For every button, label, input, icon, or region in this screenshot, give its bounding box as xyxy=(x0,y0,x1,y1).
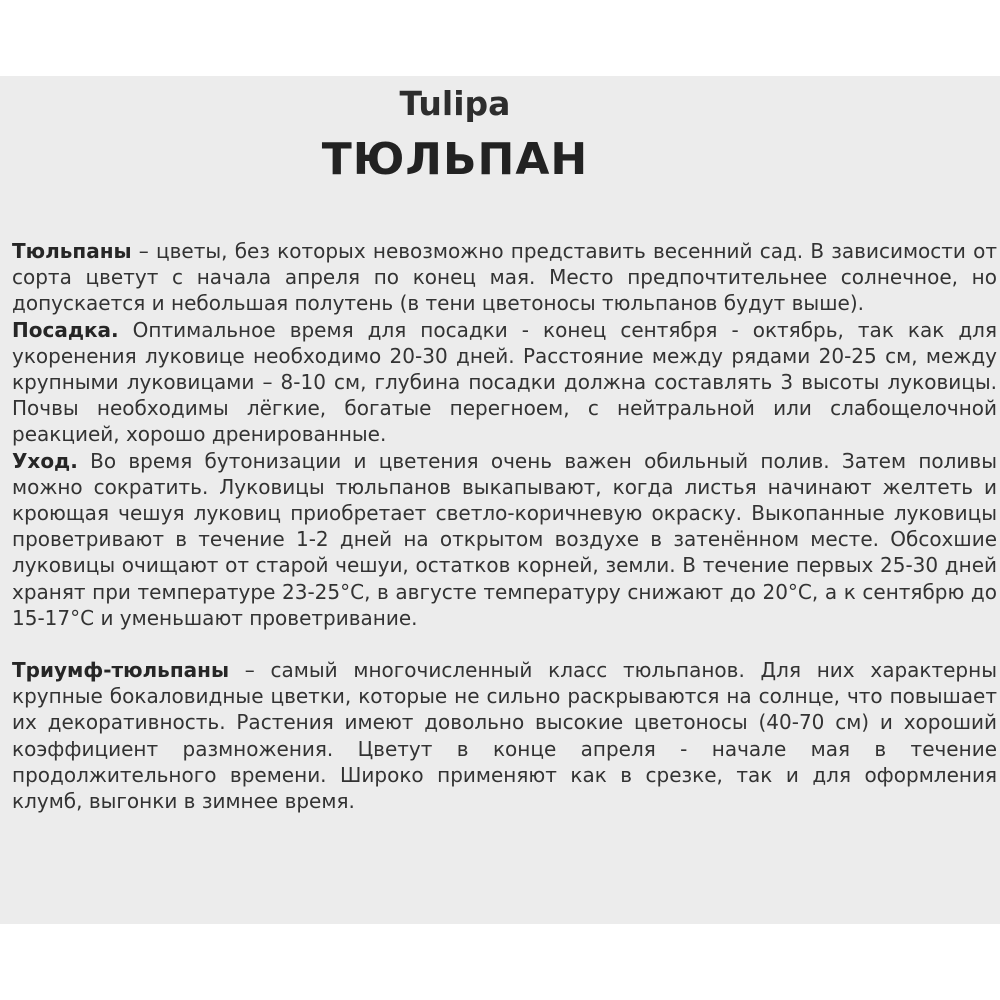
intro-paragraph xyxy=(12,238,997,317)
triumph-text: – самый многочисленный класс тюльпанов. Для них характерны крупные бокаловидные цветки, которые не сильно раскрываются на солнце, что повышает их декоративность. Растения имеют довольно высокие цветоносы (40-70 см) и хороший коэффициент размножения. Цветут в конце апреля - начале мая в течение продолжительного времени. Широко применяют как в срезке, так и для оформления клумб, выгонки в зимнее время. xyxy=(12,658,997,814)
planting-text: Оптимальное время для посадки - конец сентября - октябрь, так как для укоренения луковице необходимо 20-30 дней. Расстояние между рядами 20-25 см, между крупными луковицами – 8-10 см, глубина посадки должна составлять 3 высоты луковицы. Почвы необходимы лёгкие, богатые перегноем, с нейтральной или слабощелочной реакцией, хорошо дренированные. xyxy=(12,317,997,447)
intro-text: – цветы, без которых невозможно представить весенний сад. В зависимости от сорта цветут с начала апреля по конец мая. Место предпочтительнее солнечное, но допускается и небольшая полутень (в тени цветоносы тюльпанов будут выше). xyxy=(12,239,997,316)
latin-name: Tulipa xyxy=(399,84,511,123)
care-text: Во время бутонизации и цветения очень важен обильный полив. Затем поливы можно сократить. Луковицы тюльпанов выкапывают, когда листья начинают желтеть и кроющая чешуя луковиц приобретает светло-коричневую окраску. Выкопанные луковицы проветривают в течение 1-2 дней на открытом воздухе в затенённом месте. Обсохшие луковицы очищают от старой чешуи, остатков корней, земли. В течение первых 25-30 дней хранят при температуре 23-25°C, в августе температуру снижают до 20°C, а к сентябрю до 15-17°C и уменьшают проветривание. xyxy=(12,448,997,630)
seed-packet-label xyxy=(0,76,1000,924)
triumph-term: Триумф-тюльпаны xyxy=(12,658,230,683)
intro-term: Тюльпаны xyxy=(12,239,132,263)
care-term: Уход. xyxy=(12,448,78,473)
triumph-paragraph xyxy=(12,657,997,814)
planting-term: Посадка. xyxy=(12,317,119,342)
common-name: ТЮЛЬПАН xyxy=(321,134,589,185)
description-text xyxy=(12,238,997,814)
planting-paragraph xyxy=(12,317,997,448)
care-paragraph xyxy=(12,448,997,631)
